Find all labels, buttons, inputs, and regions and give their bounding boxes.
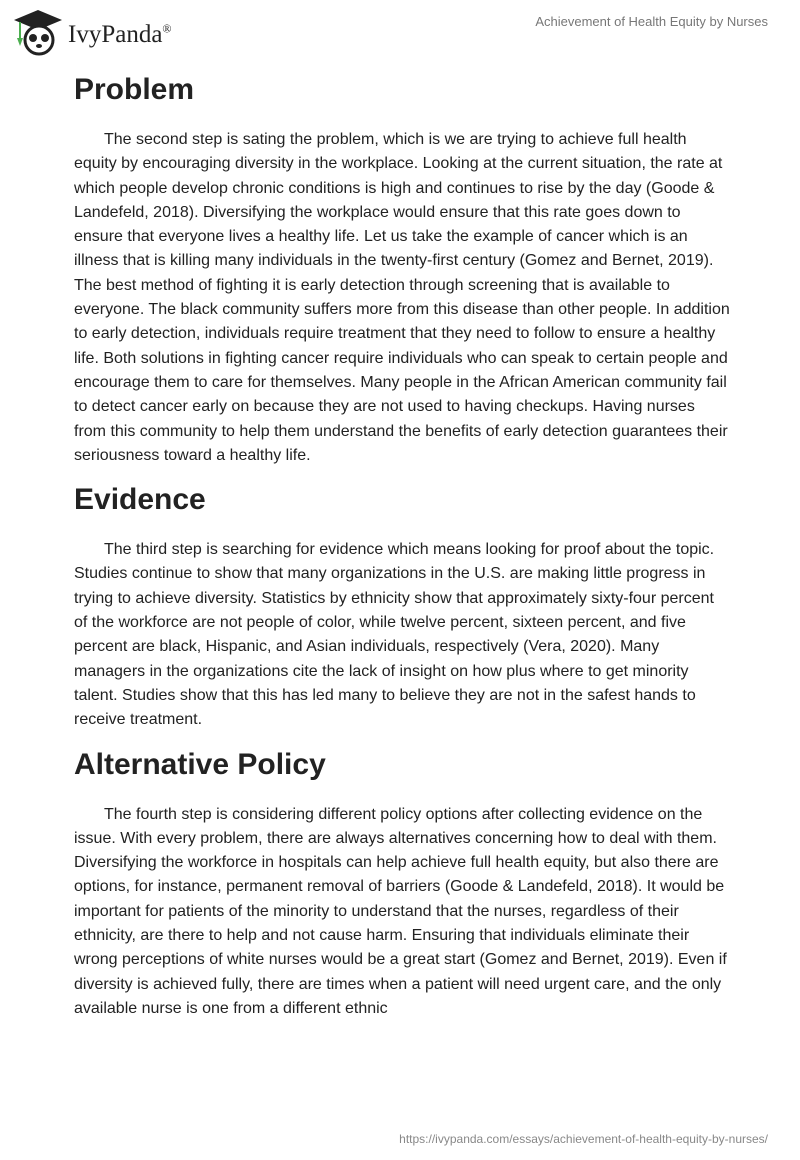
section-alternative-policy <box>74 745 730 1022</box>
section-heading: Evidence <box>74 483 206 517</box>
section-heading: Problem <box>74 73 195 106</box>
document-title: Achievement of Health Equity by Nurses <box>535 14 768 29</box>
section-evidence <box>74 480 730 732</box>
source-url[interactable]: https://ivypanda.com/essays/achievement-of-health-equity-by-nurses/ <box>399 1132 768 1146</box>
section-heading: Alternative Policy <box>74 747 326 781</box>
brand-name: IvyPanda® <box>68 21 172 48</box>
paragraph: The fourth step is considering different policy options after collecting evidence on the issue. With every problem, there are always alternatives concerning how to deal with them. Diversifying the workforce in hospitals can help achieve full health equity, but also there are options, for instance, permanent removal of barriers (Goode & Landefeld, 2018). It would be important for patients of the minority to understand that the nurses, regardless of their ethnicity, are there to help and not cause harm. Ensuring that individuals eliminate their wrong perceptions of white nurses would be a great start (Gomez and Bernet, 2019). Even if diversity is achieved fully, there are times when a patient will need urgent care, and the only available nurse is one from a different ethnic <box>74 805 727 1017</box>
paragraph: The second step is sating the problem, which is we are trying to achieve full health equity by encouraging diversity in the workplace. Looking at the current situation, the rate at which people develop chronic conditions is high and continues to rise by the day (Goode & Landefeld, 2018). Diversifying the workplace would ensure that this rate goes down to ensure that everyone lives a healthy life. Let us take the example of cancer which is an illness that is killing many individuals in the twenty-first century (Gomez and Bernet, 2019). The best method of fighting it is early detection through screening that is available to everyone. The black community suffers more from this disease than other people. In addition to early detection, individuals require treatment that they need to follow to ensure a healthy life. Both solutions in fighting cancer require individuals who can speak to certain people and encourage them to care for themselves. Many people in the African American community fail to detect cancer early on because they are not used to having checkups. Having nurses from this community to help them understand the benefits of early detection guarantees their seriousness toward a healthy life. <box>74 131 730 464</box>
panda-logo-icon <box>12 8 64 56</box>
paragraph: The third step is searching for evidence which means looking for proof about the topic. Studies continue to show that many organizations in the U.S. are making little progress in trying to achieve diversity. Statistics by ethnicity show that approximately sixty-four percent of the workforce are not people of color, while twelve percent, sixteen percent, and five percent are black, Hispanic, and Asian individuals, respectively (Vera, 2020). Many managers in the organizations cite the lack of insight on how plus where to get minority talent. Studies show that this has led many to believe they are not in the safest hands to receive treatment. <box>74 541 715 729</box>
essay-content <box>74 70 730 1033</box>
section-problem <box>74 70 730 468</box>
logo[interactable] <box>12 8 172 56</box>
